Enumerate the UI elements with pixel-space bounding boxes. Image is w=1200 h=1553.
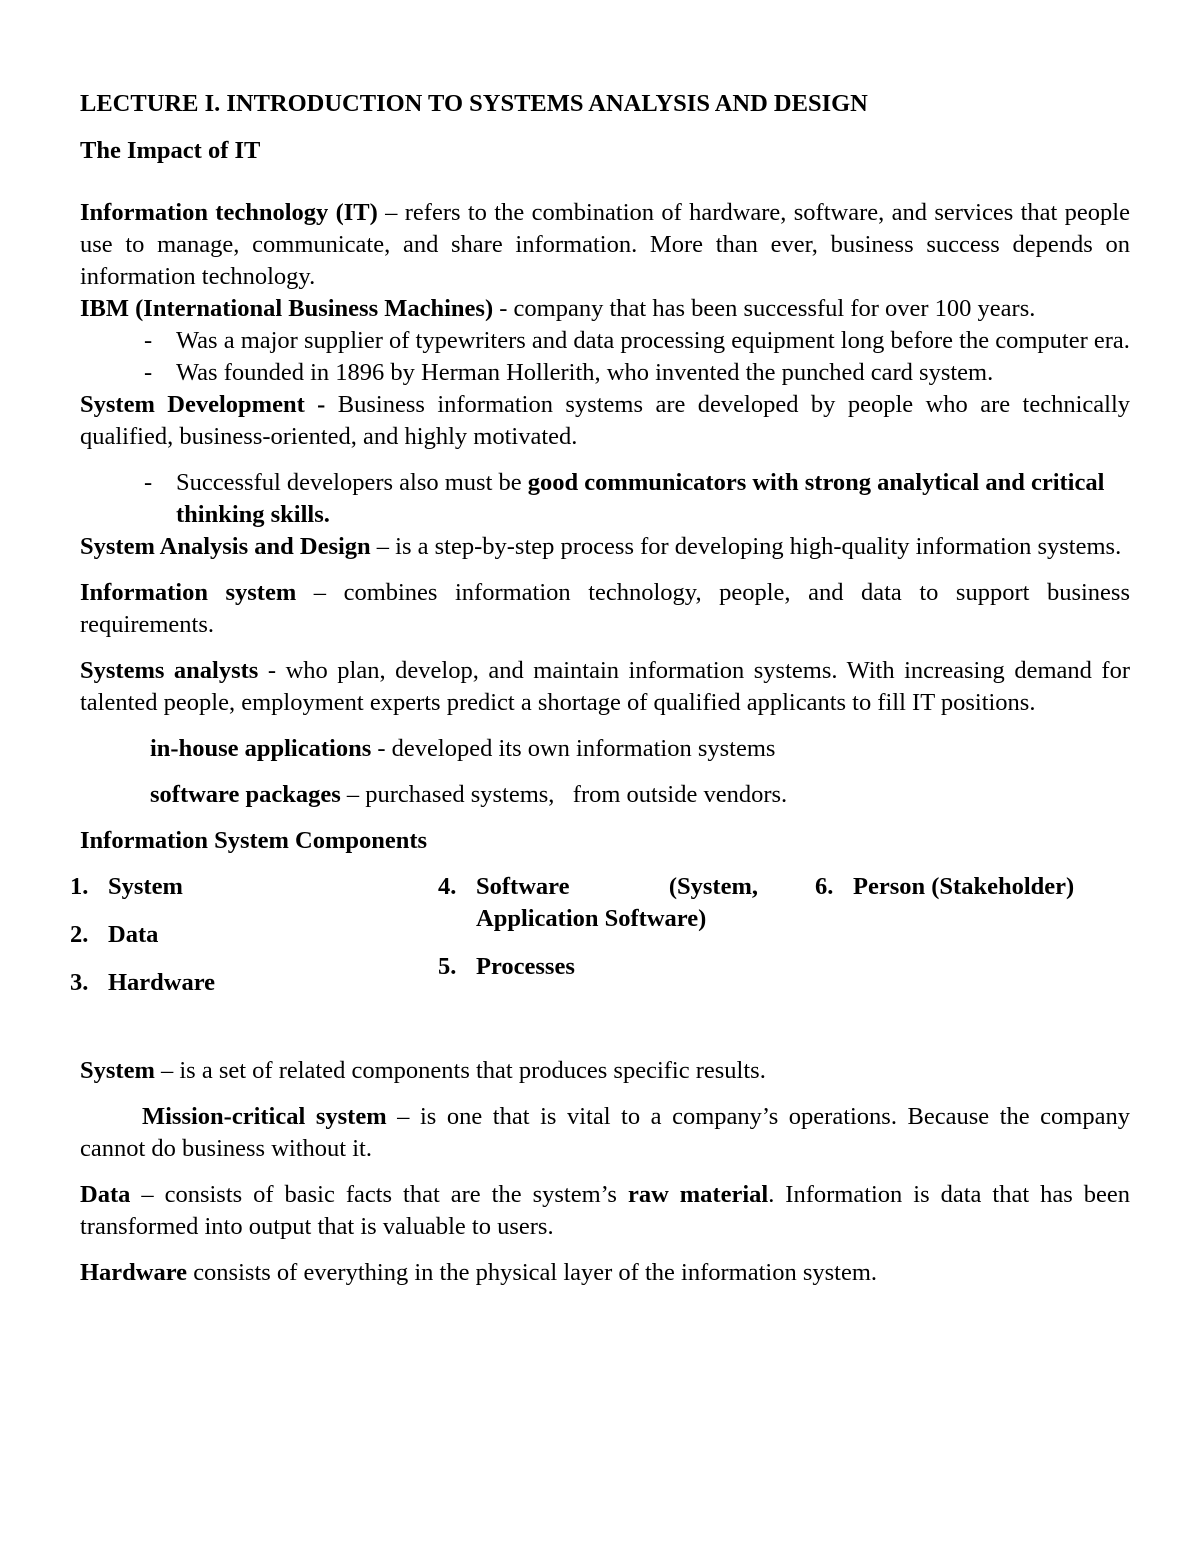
para-systems-analysts: Systems analysts - who plan, develop, and maintain information systems. With increasing demand for talented people, employment experts predict a shortage of qualified applicants to fill IT positions. — [80, 657, 1130, 716]
para-system-analysis-design: System Analysis and Design – is a step-by-step process for developing high-quality information systems. — [80, 533, 1122, 560]
para-software-packages: software packages – purchased systems, from outside vendors. — [150, 781, 788, 808]
list-item: - Was a major supplier of typewriters and data processing equipment long before the computer era. — [144, 327, 1130, 354]
list-item: 2. Data — [70, 921, 159, 948]
term: Systems analysts — [80, 657, 259, 684]
term: Information system — [80, 579, 297, 606]
components-column-1 — [70, 871, 380, 999]
term: Data — [80, 1181, 131, 1208]
sysdev-bullet-list — [80, 467, 1130, 531]
list-item: - Successful developers also must be good communicators with strong analytical and critical thinking skills. — [144, 469, 1105, 528]
ibm-bullet-list — [80, 325, 1130, 389]
para-in-house-applications: in-house applications - developed its own information systems — [150, 735, 776, 762]
document-page — [70, 88, 1131, 1289]
para-information-system: Information system – combines information technology, people, and data to support business requirements. — [80, 579, 1130, 638]
para-ibm: IBM (International Business Machines) - company that has been successful for over 100 years. — [80, 295, 1036, 322]
para-mission-critical: Mission-critical system – is one that is vital to a company’s operations. Because the company cannot do business without it. — [80, 1103, 1130, 1162]
term: System Analysis and Design — [80, 533, 371, 560]
list-item: 5. Processes — [438, 953, 575, 980]
term: in-house applications — [150, 735, 372, 762]
components-column-2 — [438, 871, 758, 983]
para-information-technology: Information technology (IT) – refers to the combination of hardware, software, and services that people use to manage, communicate, and share information. More than ever, business success depends on information technology. — [80, 199, 1130, 290]
term: System Development - — [80, 391, 326, 418]
para-system: System – is a set of related components that produces specific results. — [80, 1057, 766, 1084]
list-item: 3. Hardware — [70, 969, 216, 996]
list-item: 1. System — [70, 873, 183, 900]
term: System — [80, 1057, 155, 1084]
para-data: Data – consists of basic facts that are the system’s raw material. Information is data that has been transformed into output that is valuable to users. — [80, 1181, 1130, 1240]
document-title: LECTURE I. INTRODUCTION TO SYSTEMS ANALYSIS AND DESIGN — [80, 90, 868, 117]
section-heading-impact: The Impact of IT — [80, 137, 261, 164]
components-list — [70, 871, 1130, 1021]
list-item: 6. Person (Stakeholder) — [815, 873, 1075, 900]
term: Hardware — [80, 1259, 188, 1286]
list-item: 4. Software (System, Application Software) — [438, 873, 758, 932]
term: Mission-critical system — [142, 1103, 387, 1130]
components-column-3 — [815, 871, 1135, 903]
term: IBM (International Business Machines) — [80, 295, 494, 322]
list-item: - Was founded in 1896 by Herman Hollerith, who invented the punched card system. — [144, 359, 994, 386]
para-system-development: System Development - Business information systems are developed by people who are technically qualified, business-oriented, and highly motivated. — [80, 391, 1131, 450]
term: Information technology (IT) — [80, 199, 378, 226]
para-hardware: Hardware consists of everything in the physical layer of the information system. — [80, 1259, 877, 1286]
section-heading-components: Information System Components — [80, 827, 428, 854]
term: software packages — [150, 781, 341, 808]
